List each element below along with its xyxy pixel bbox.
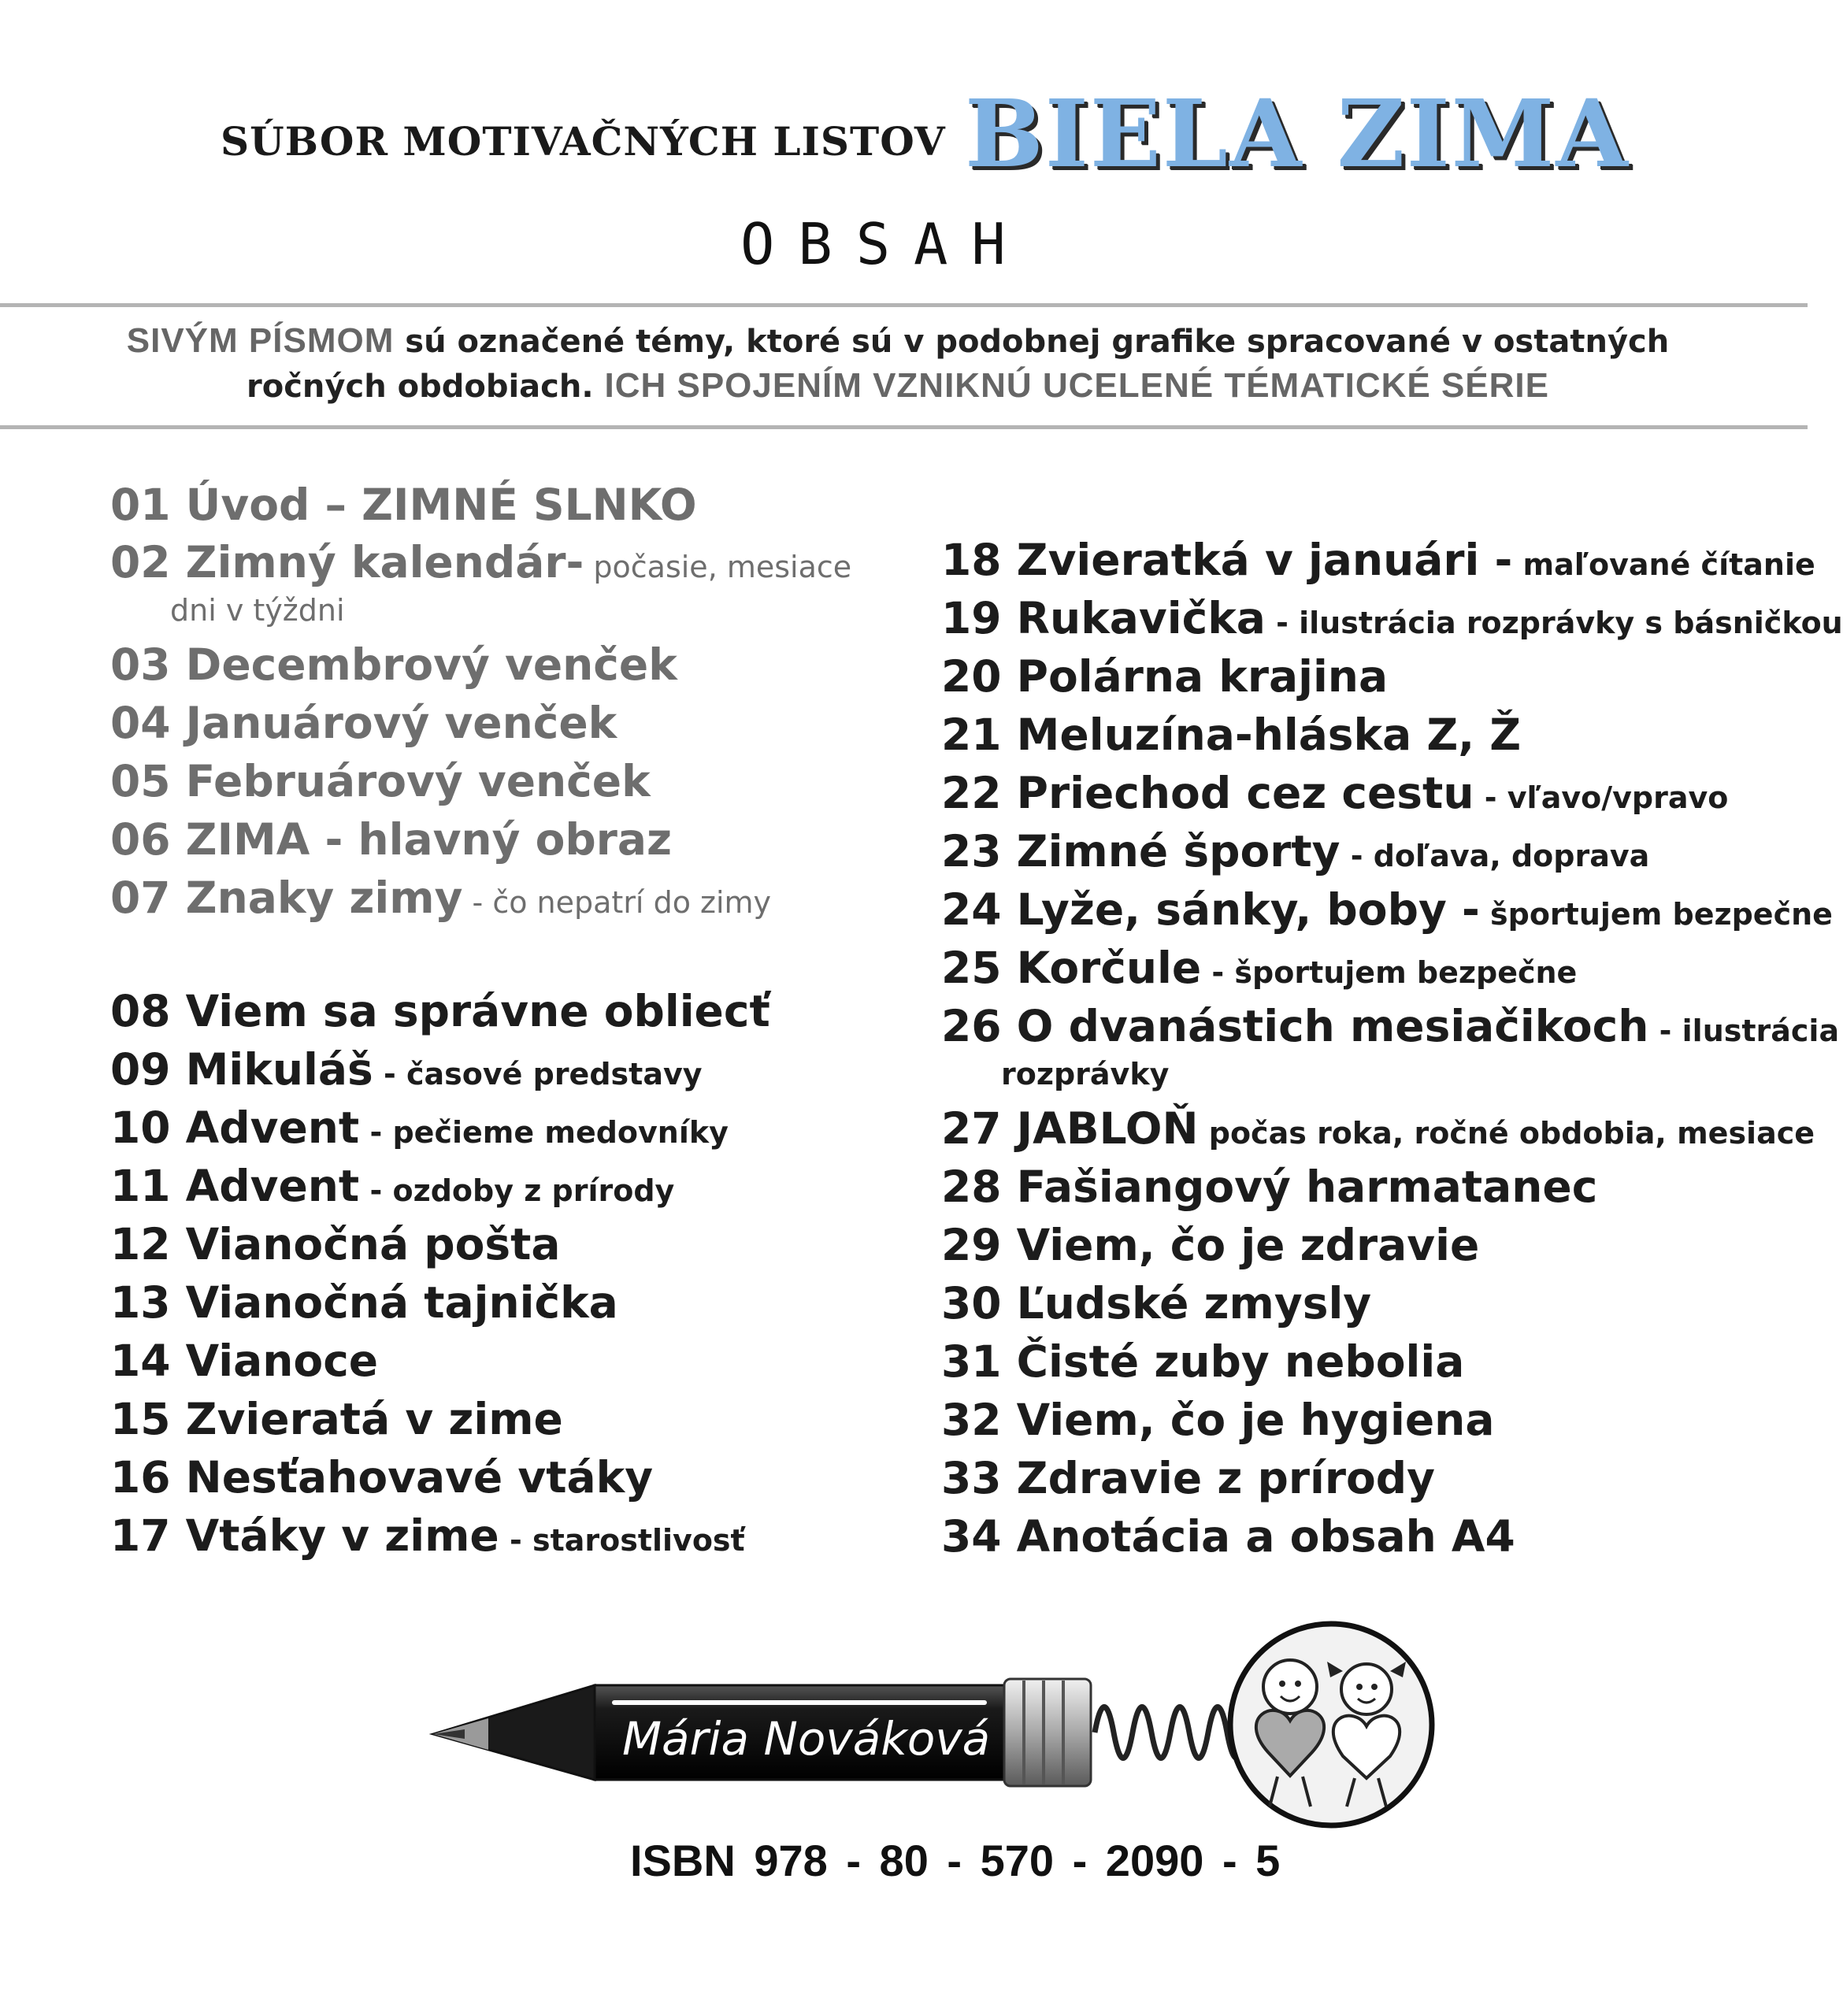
toc-item [110,1511,745,1565]
toc-item [110,987,770,1036]
toc-item-title: 13 Vianočná tajnička [110,1277,618,1328]
toc-item [110,1336,378,1385]
gray-text-note [95,319,1701,409]
toc-item-title: 20 Polárna krajina [941,651,1389,702]
toc-item-title: 12 Vianočná pošta [110,1219,561,1269]
toc-item [941,1454,1435,1503]
toc-item-title: 14 Vianoce [110,1336,379,1386]
toc-item [110,538,851,629]
series-label: SÚBOR MOTIVAČNÝCH LISTOV [221,118,946,165]
toc-item-continuation: dni v týždni [170,593,345,628]
toc-item [941,710,1521,759]
spring-icon [1095,1707,1246,1758]
toc-item [941,943,1577,997]
toc-item-title: 25 Korčule [941,943,1202,993]
toc-item [110,1453,653,1502]
toc-item-title: 18 Zvieratká v januári - [941,535,1513,585]
toc-item-title: 08 Viem sa správne obliecť [110,986,770,1036]
toc-item-title: 07 Znaky zimy [110,873,463,923]
toc-item [941,885,1833,939]
toc-item [941,827,1649,880]
toc-item [941,1221,1479,1269]
toc-item [110,1395,563,1443]
toc-item [941,769,1728,822]
toc-item [110,1220,561,1269]
bottom-divider [0,425,1808,429]
author-logo [433,1614,1473,1843]
toc-item-title: 31 Čisté zuby nebolia [941,1336,1465,1387]
toc-item [941,594,1843,647]
toc-item-subtitle: počasie, mesiace [584,550,852,584]
toc-item-subtitle: - pečieme medovníky [359,1115,729,1150]
contents-heading: OBSAH [740,211,1029,277]
toc-item-title: 01 Úvod – ZIMNÉ SLNKO [110,480,697,530]
toc-item [941,1279,1371,1328]
toc-item [110,480,697,529]
toc-item [941,1162,1597,1211]
toc-item-title: 09 Mikuláš [110,1044,373,1095]
toc-item [110,1278,618,1327]
toc-item [110,1162,674,1215]
toc-item-subtitle: - starostlivosť [499,1523,745,1558]
toc-item-title: 27 JABLOŇ [941,1103,1199,1154]
book-title: BIELA ZIMA [965,79,1630,188]
toc-item-title: 11 Advent [110,1161,360,1211]
note-text: sú označené témy, ktoré sú v podobnej grafike spracované v ostatných ročných obdobiach. [247,324,1670,405]
toc-item-title: 23 Zimné športy [941,826,1341,876]
toc-item-subtitle: maľované čítanie [1512,547,1815,582]
toc-item [110,699,617,747]
toc-item-subtitle: - ilustrácia rozprávky s básničkou [1265,606,1843,640]
toc-item-title: 19 Rukavička [941,593,1266,643]
toc-item-title: 29 Viem, čo je zdravie [941,1220,1480,1270]
toc-item-title: 24 Lyže, sánky, boby - [941,884,1480,935]
toc-item-title: 06 ZIMA - hlavný obraz [110,814,672,865]
toc-item [110,815,672,864]
toc-item-title: 26 O dvanástich mesiačikoch [941,1001,1649,1051]
toc-item-subtitle: - časové predstavy [373,1057,703,1091]
toc-item-subtitle: - čo nepatrí do zimy [462,885,772,920]
toc-item-subtitle: - športujem bezpečne [1201,955,1578,990]
toc-item [941,1104,1815,1158]
toc-item [941,652,1388,701]
toc-item-title: 21 Meluzína-hláska Z, Ž [941,710,1522,760]
toc-item-title: 33 Zdravie z prírody [941,1453,1435,1503]
toc-item [110,640,677,689]
note-strong-end: ICH SPOJENÍM VZNIKNÚ UCELENÉ TÉMATICKÉ SÉRIE [604,366,1549,405]
toc-item [110,1103,729,1157]
toc-item-title: 34 Anotácia a obsah A4 [941,1511,1515,1562]
toc-item-title: 15 Zvieratá v zime [110,1394,563,1444]
toc-item-title: 05 Februárový venček [110,756,651,806]
toc-item-title: 02 Zimný kalendár- [110,537,584,587]
toc-item [110,757,651,806]
toc-item [110,873,771,927]
logo-author-text: Mária Nováková [622,1712,991,1766]
toc-item-title: 17 Vtáky v zime [110,1510,499,1561]
toc-item-title: 16 Nesťahovavé vtáky [110,1452,654,1503]
toc-item-subtitle: - ozdoby z prírody [359,1173,675,1208]
toc-item-subtitle: športujem bezpečne [1479,897,1833,932]
toc-item-subtitle: počas roka, ročné obdobia, mesiace [1198,1116,1815,1151]
toc-item-title: 10 Advent [110,1102,360,1153]
toc-item-title: 03 Decembrový venček [110,639,677,690]
toc-item-subtitle: - vľavo/vpravo [1474,780,1729,815]
toc-item [110,1045,703,1099]
toc-item-title: 22 Priechod cez cestu [941,768,1474,818]
toc-item [941,1002,1839,1093]
isbn: ISBN 978 - 80 - 570 - 2090 - 5 [630,1836,1281,1885]
toc-item [941,536,1815,589]
toc-item-title: 30 Ľudské zmysly [941,1278,1372,1329]
toc-item-continuation: rozprávky [1001,1057,1170,1091]
note-strong-start: SIVÝM PÍSMOM [126,321,395,360]
toc-item-title: 28 Fašiangový harmatanec [941,1162,1598,1212]
children-icon [1230,1624,1432,1825]
top-divider [0,303,1808,307]
toc-item-title: 32 Viem, čo je hygiena [941,1395,1495,1445]
toc-item-title: 04 Januárový venček [110,698,617,748]
toc-item [941,1512,1515,1561]
toc-item-subtitle: - doľava, doprava [1340,839,1650,873]
toc-item [941,1337,1464,1386]
toc-item-subtitle: - ilustrácia [1648,1014,1840,1048]
toc-item [941,1395,1494,1444]
